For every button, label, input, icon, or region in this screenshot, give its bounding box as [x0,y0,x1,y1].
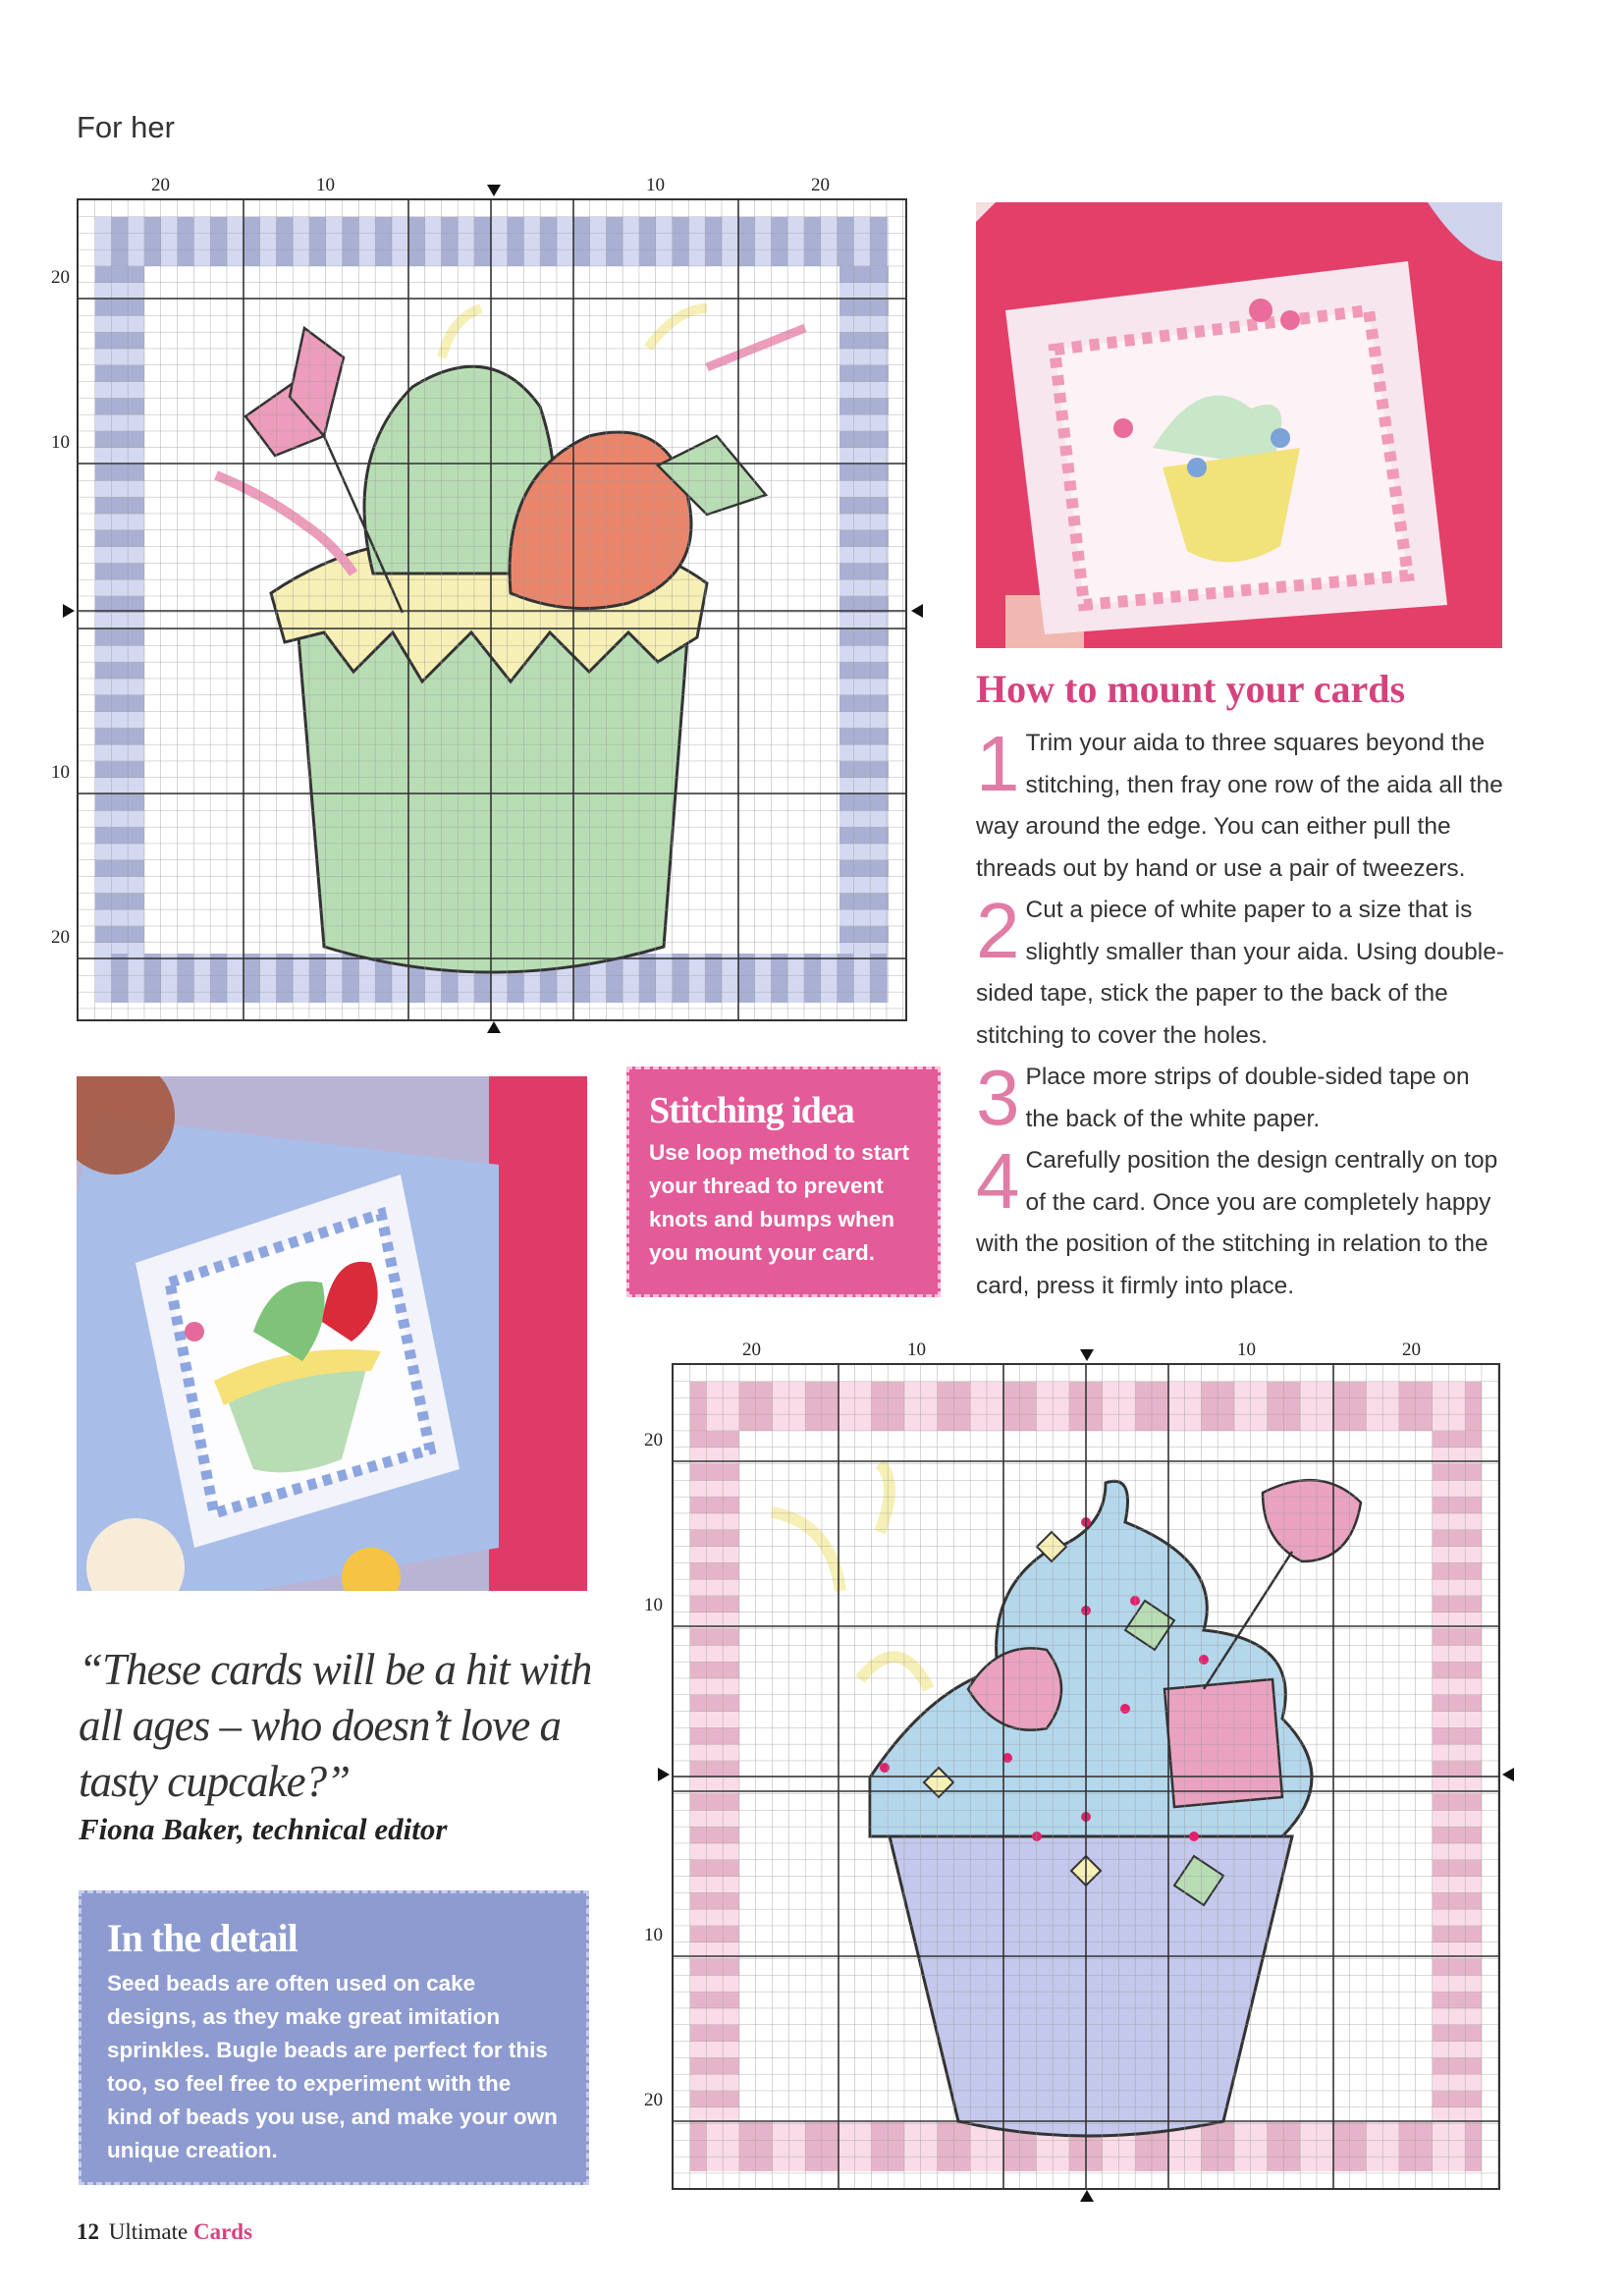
center-marker [487,185,501,196]
top-number: 10 [907,1339,926,1360]
mount-steps [976,720,1506,1307]
center-marker [1502,1768,1514,1781]
step-number: 3 [976,1054,1020,1141]
photo-pink-card [976,202,1502,648]
photo-svg [976,202,1502,648]
side-number: 20 [51,267,70,288]
top-number: 20 [151,175,170,195]
page-footer [77,2219,252,2245]
top-number: 10 [1237,1339,1256,1360]
center-marker [1080,2190,1094,2202]
photo-blue-card [77,1076,587,1591]
chart-grid [672,1363,1500,2190]
photo-svg [77,1076,587,1591]
mount-step [976,1054,1506,1141]
top-number: 20 [811,175,830,195]
chart-grid [77,198,907,1021]
step-number: 2 [976,887,1020,974]
step-text: Carefully position the design centrally on top of the card. Once you are completely happy with the position of the stitching in relation to the card, press it firmly into place. [976,1147,1498,1299]
chart-strawberry-cupcake [51,175,911,1033]
side-number: 20 [644,1430,663,1450]
side-number: 10 [51,762,70,783]
mount-step [976,720,1506,890]
top-number: 20 [742,1339,761,1360]
top-number: 10 [316,175,335,195]
side-number: 20 [51,927,70,948]
idea-text: Use loop method to start your thread to prevent knots and bumps when you mount your card. [649,1140,910,1265]
step-text: Trim your aida to three squares beyond the stitching, then fray one row of the aida all the way around the edge. You can either pull the threads out by hand or use a pair of tweezers. [976,730,1503,882]
mount-step [976,887,1506,1057]
section-label: For her [77,110,175,144]
side-number: 10 [644,1595,663,1615]
side-number: 10 [51,432,70,453]
detail-box [79,1890,589,2185]
chart-rose-cupcake [644,1339,1506,2204]
page-number: 12 [77,2219,99,2244]
step-text: Cut a piece of white paper to a size that is slightly smaller than your aida. Using double-sided tape, stick the paper to the back of the stitching to cover the holes. [976,897,1505,1049]
magazine-name: Ultimate [108,2219,189,2244]
stitching-idea-box [626,1066,941,1297]
detail-text: Seed beads are often used on cake designs, as they make great imitation sprinkles. Bugle beads are perfect for this too, so feel free to experiment with the kind of beads you use, and make your own unique creation. [107,1971,558,2162]
mount-step [976,1137,1506,1307]
mount-title: How to mount your cards [976,667,1406,711]
detail-title: In the detail [107,1916,298,1960]
side-number: 10 [644,1925,663,1945]
quote-author: Fiona Baker, technical editor [79,1812,448,1846]
step-number: 1 [976,720,1020,807]
center-marker [1080,1349,1094,1361]
magazine-name-accent: Cards [192,2219,253,2244]
center-marker [911,604,923,618]
center-marker [487,1021,501,1033]
idea-title: Stitching idea [649,1090,854,1131]
pull-quote: “These cards will be a hit with all ages – who doesn’t love a tasty cupcake?” [79,1645,592,1806]
center-marker [63,604,75,618]
side-number: 20 [644,2090,663,2110]
chart-svg [674,1365,1498,2188]
center-marker [658,1768,670,1781]
top-number: 10 [646,175,665,195]
chart-svg [79,200,905,1019]
step-number: 4 [976,1137,1020,1225]
top-number: 20 [1402,1339,1421,1360]
step-text: Place more strips of double-sided tape on the back of the white paper. [1025,1064,1470,1132]
